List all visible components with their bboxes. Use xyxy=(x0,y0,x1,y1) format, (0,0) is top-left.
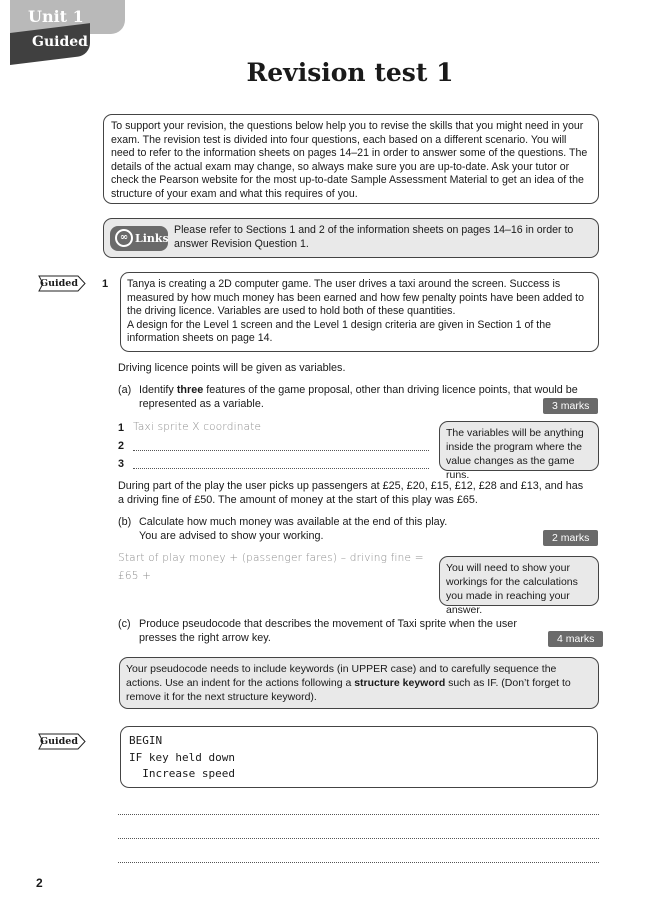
answer-line-c1[interactable] xyxy=(118,814,599,815)
links-box xyxy=(103,218,599,258)
answer-line-3[interactable] xyxy=(133,468,429,469)
code-line-1: BEGIN xyxy=(129,734,163,747)
answer-number-3: 3 xyxy=(118,458,125,470)
part-a-text-bold: three xyxy=(176,384,204,396)
part-b-line-2: You are advised to show your working. xyxy=(139,530,324,542)
intro-text: To support your revision, the questions below help you to revise the skills that you might need in your exam. The revision test is divided into four questions, each based on a different scenario. You will need to refer to the information sheets on pages 14–21 in order to answer some of the questions. The details of the actual exam may change, so always make sure you are up-to-date. Ask your tutor or check the Pearson website for the most up-to-date Sample Assessment Material to get an idea of the structure of your exam and what this requires of you. xyxy=(111,120,588,200)
guided-marker xyxy=(38,275,86,292)
hint-box-a xyxy=(439,421,599,481)
hint-text-c-bold: structure keyword xyxy=(354,677,446,689)
part-a-text-pre: Identify xyxy=(139,384,177,396)
part-b-line-1: Calculate how much money was available at the end of this play. xyxy=(139,516,448,528)
question-number: 1 xyxy=(102,278,109,290)
scenario-paragraph-2: A design for the Level 1 screen and the Level 1 design criteria are given in Section 1 of the information sheets on page 14. xyxy=(127,318,552,344)
guided-marker-label: Guided xyxy=(40,278,78,289)
answer-line-c3[interactable] xyxy=(118,862,599,863)
intro-box xyxy=(103,114,599,204)
part-a-question xyxy=(139,383,579,411)
pseudocode-box xyxy=(120,726,598,788)
hint-box-c xyxy=(119,657,599,709)
marks-badge-b: 2 marks xyxy=(543,530,598,546)
page-number: 2 xyxy=(36,876,43,890)
guided-marker-code-label: Guided xyxy=(40,736,78,747)
answer-number-2: 2 xyxy=(118,440,125,452)
part-c-line-2: presses the right arrow key. xyxy=(139,632,271,644)
chain-link-icon: ∞ xyxy=(115,229,133,247)
scenario-paragraph-1: Tanya is creating a 2D computer game. The user drives a taxi around the screen. Success is measured by how much money has been earned and how few penalty points have been added to the driving licence. Variables are used to hold both of these quantities. xyxy=(127,278,585,317)
hint-box-b xyxy=(439,556,599,616)
part-c-label: (c) xyxy=(118,618,131,630)
context-text: During part of the play the user picks up passengers at £25, £20, £15, £12, £28 and £13, and has a driving fine of £50. The amount of money at the start of this play was £65. xyxy=(118,480,584,506)
scenario-box xyxy=(120,272,599,352)
hint-text-c-post: such as IF. (Don’t forget to remove it for the next structure keyword). xyxy=(126,677,571,703)
statement-text: Driving licence points will be given as variables. xyxy=(118,362,346,374)
code-line-3: Increase speed xyxy=(129,767,235,780)
hint-text-b: You will need to show your workings for the calculations you made in reaching your answer. xyxy=(446,562,578,616)
code-line-2: IF key held down xyxy=(129,750,235,764)
answer-line-c2[interactable] xyxy=(118,838,599,839)
hint-text-c-pre: Your pseudocode needs to include keywords (in UPPER case) and to carefully sequence the actions. Use an indent for the actions following a xyxy=(126,663,557,689)
part-a-label: (a) xyxy=(118,384,132,396)
part-c-line-1: Produce pseudocode that describes the movement of Taxi sprite when the user xyxy=(139,618,517,630)
marks-badge-c: 4 marks xyxy=(548,631,603,647)
working-line-1: Start of play money + (passenger fares) – driving fine = xyxy=(118,552,424,564)
answer-line-2[interactable] xyxy=(133,450,429,451)
answer-value-1: Taxi sprite X coordinate xyxy=(133,421,262,433)
part-b-label: (b) xyxy=(118,516,132,528)
working-line-2: £65 + xyxy=(118,570,152,582)
links-text: Please refer to Sections 1 and 2 of the information sheets on pages 14–16 in order to answer Revision Question 1. xyxy=(174,224,574,250)
guided-marker-code xyxy=(38,733,86,750)
part-a-text-post: features of the game proposal, other than driving licence points, that would be represented as a variable. xyxy=(139,384,578,410)
answer-number-1: 1 xyxy=(118,422,125,434)
guided-tab-label: Guided xyxy=(32,33,88,50)
unit-tab: Unit 1 xyxy=(10,0,125,34)
page-title: Revision test 1 xyxy=(246,58,454,87)
hint-text-a: The variables will be anything inside the program where the value changes as the game runs. xyxy=(446,427,584,481)
links-badge-label: Links xyxy=(135,232,169,245)
links-badge xyxy=(110,226,168,251)
marks-badge-a: 3 marks xyxy=(543,398,598,414)
